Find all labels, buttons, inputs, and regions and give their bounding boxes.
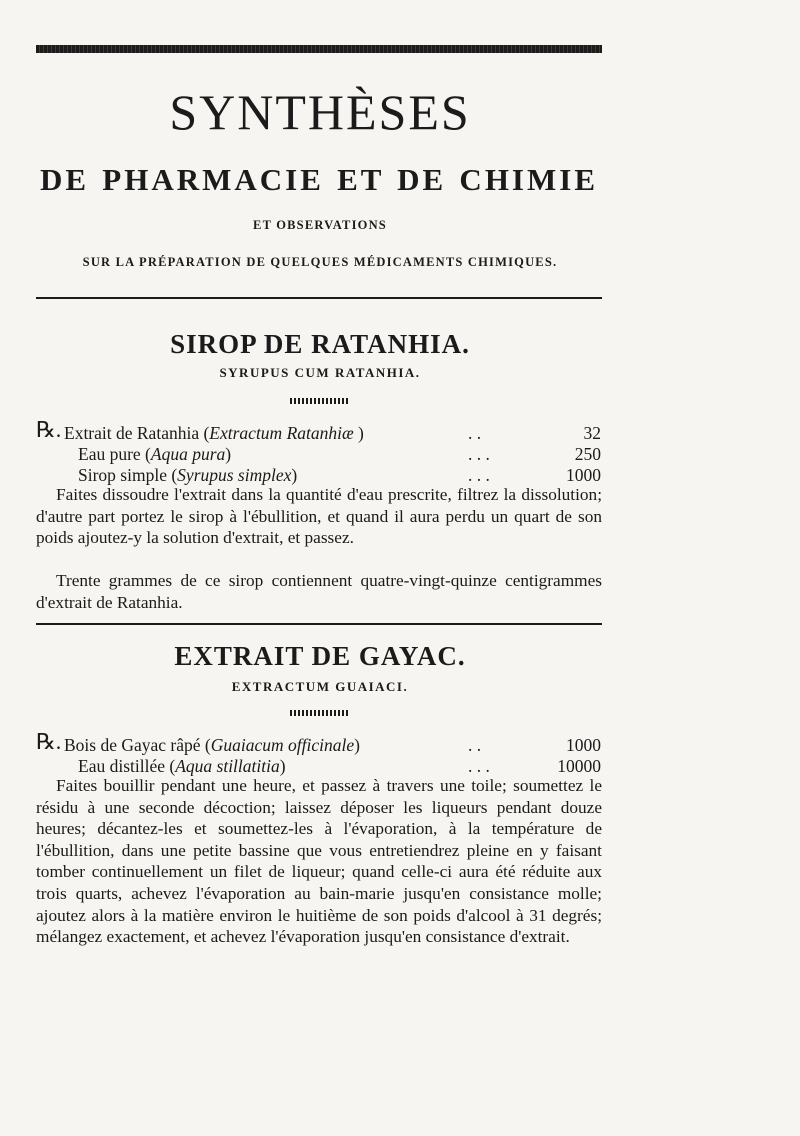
recipe-symbol: ℞. bbox=[36, 417, 62, 442]
ingredient-row: Sirop simple (Syrupus simplex) . . . 1000 bbox=[78, 465, 601, 485]
subtitle-line-1: ET OBSERVATIONS bbox=[253, 218, 387, 232]
ingredient-row: Eau distillée (Aqua stillatitia) . . . 10000 bbox=[78, 756, 601, 776]
ingredient-name: Extrait de Ratanhia (Extractum Ratanhiæ ) bbox=[64, 423, 364, 443]
ingredient-name: Bois de Gayac râpé (Guaiacum officinale) bbox=[64, 735, 360, 755]
subtitle-line-2: SUR LA PRÉPARATION DE QUELQUES MÉDICAMENTS CHIMIQUES. bbox=[82, 255, 558, 269]
instruction-paragraph: Faites bouillir pendant une heure, et passez à travers une toile; soumettez le résidu à une seconde décoction; laissez déposer les liqueurs pendant douze heures; décantez-les et soumettez-les à l'évaporation, à la température de l'ébullition, dans une petite bassine que vous entretiendrez pleine en y faisant tomber continuellement un filet de liqueur; quand celle-ci aura été réduite aux trois quarts, achevez l'évaporation au bain-marie jusqu'en consistance molle; ajoutez alors à la matière environ le huitième de son poids d'alcool à 31 degrés; mélangez exactement, et achevez l'évaporation jusqu'en consistance d'extrait. bbox=[36, 776, 602, 947]
ingredient-quantity: 250 bbox=[574, 444, 601, 464]
section-latin-gayac: EXTRACTUM GUAIACI. bbox=[231, 679, 409, 694]
section-divider bbox=[36, 623, 602, 625]
ingredient-quantity: 1000 bbox=[566, 735, 601, 755]
page-title: SYNTHÈSES bbox=[169, 84, 471, 140]
ornament-rule bbox=[290, 710, 350, 716]
top-decorative-rule bbox=[36, 45, 602, 53]
ornament-rule bbox=[290, 398, 350, 404]
instruction-paragraph: Trente grammes de ce sirop contiennent quatre-vingt-quinze centigrammes d'extrait de Ratanhia. bbox=[36, 571, 602, 612]
section-title-sirop: SIROP DE RATANHIA. bbox=[170, 329, 470, 359]
recipe-symbol: ℞. bbox=[36, 729, 62, 754]
ingredient-row: ℞. Extrait de Ratanhia (Extractum Ratanhiæ ) . . 32 bbox=[36, 417, 601, 443]
ingredient-quantity: 32 bbox=[583, 423, 601, 443]
instruction-paragraph: Faites dissoudre l'extrait dans la quantité d'eau prescrite, filtrez la dissolution; d'autre part portez le sirop à l'ébullition, et quand il aura perdu un quart de son poids ajoutez-y la solution d'extrait, et passez. bbox=[36, 485, 602, 548]
ingredient-name: Eau pure (Aqua pura) bbox=[78, 444, 232, 464]
ingredient-name: Eau distillée (Aqua stillatitia) bbox=[78, 756, 286, 776]
ingredient-row: Eau pure (Aqua pura) . . . 250 bbox=[78, 444, 601, 464]
ingredient-quantity: 1000 bbox=[566, 465, 601, 485]
section-latin-sirop: SYRUPUS CUM RATANHIA. bbox=[219, 365, 421, 380]
section-divider bbox=[36, 297, 602, 299]
page-title-line-2: DE PHARMACIE ET DE CHIMIE bbox=[40, 162, 598, 197]
ingredient-row: ℞. Bois de Gayac râpé (Guaiacum officinale) . . 1000 bbox=[36, 729, 601, 755]
ingredient-quantity: 10000 bbox=[557, 756, 601, 776]
ingredient-name: Sirop simple (Syrupus simplex) bbox=[78, 465, 298, 485]
section-title-gayac: EXTRAIT DE GAYAC. bbox=[174, 641, 466, 671]
